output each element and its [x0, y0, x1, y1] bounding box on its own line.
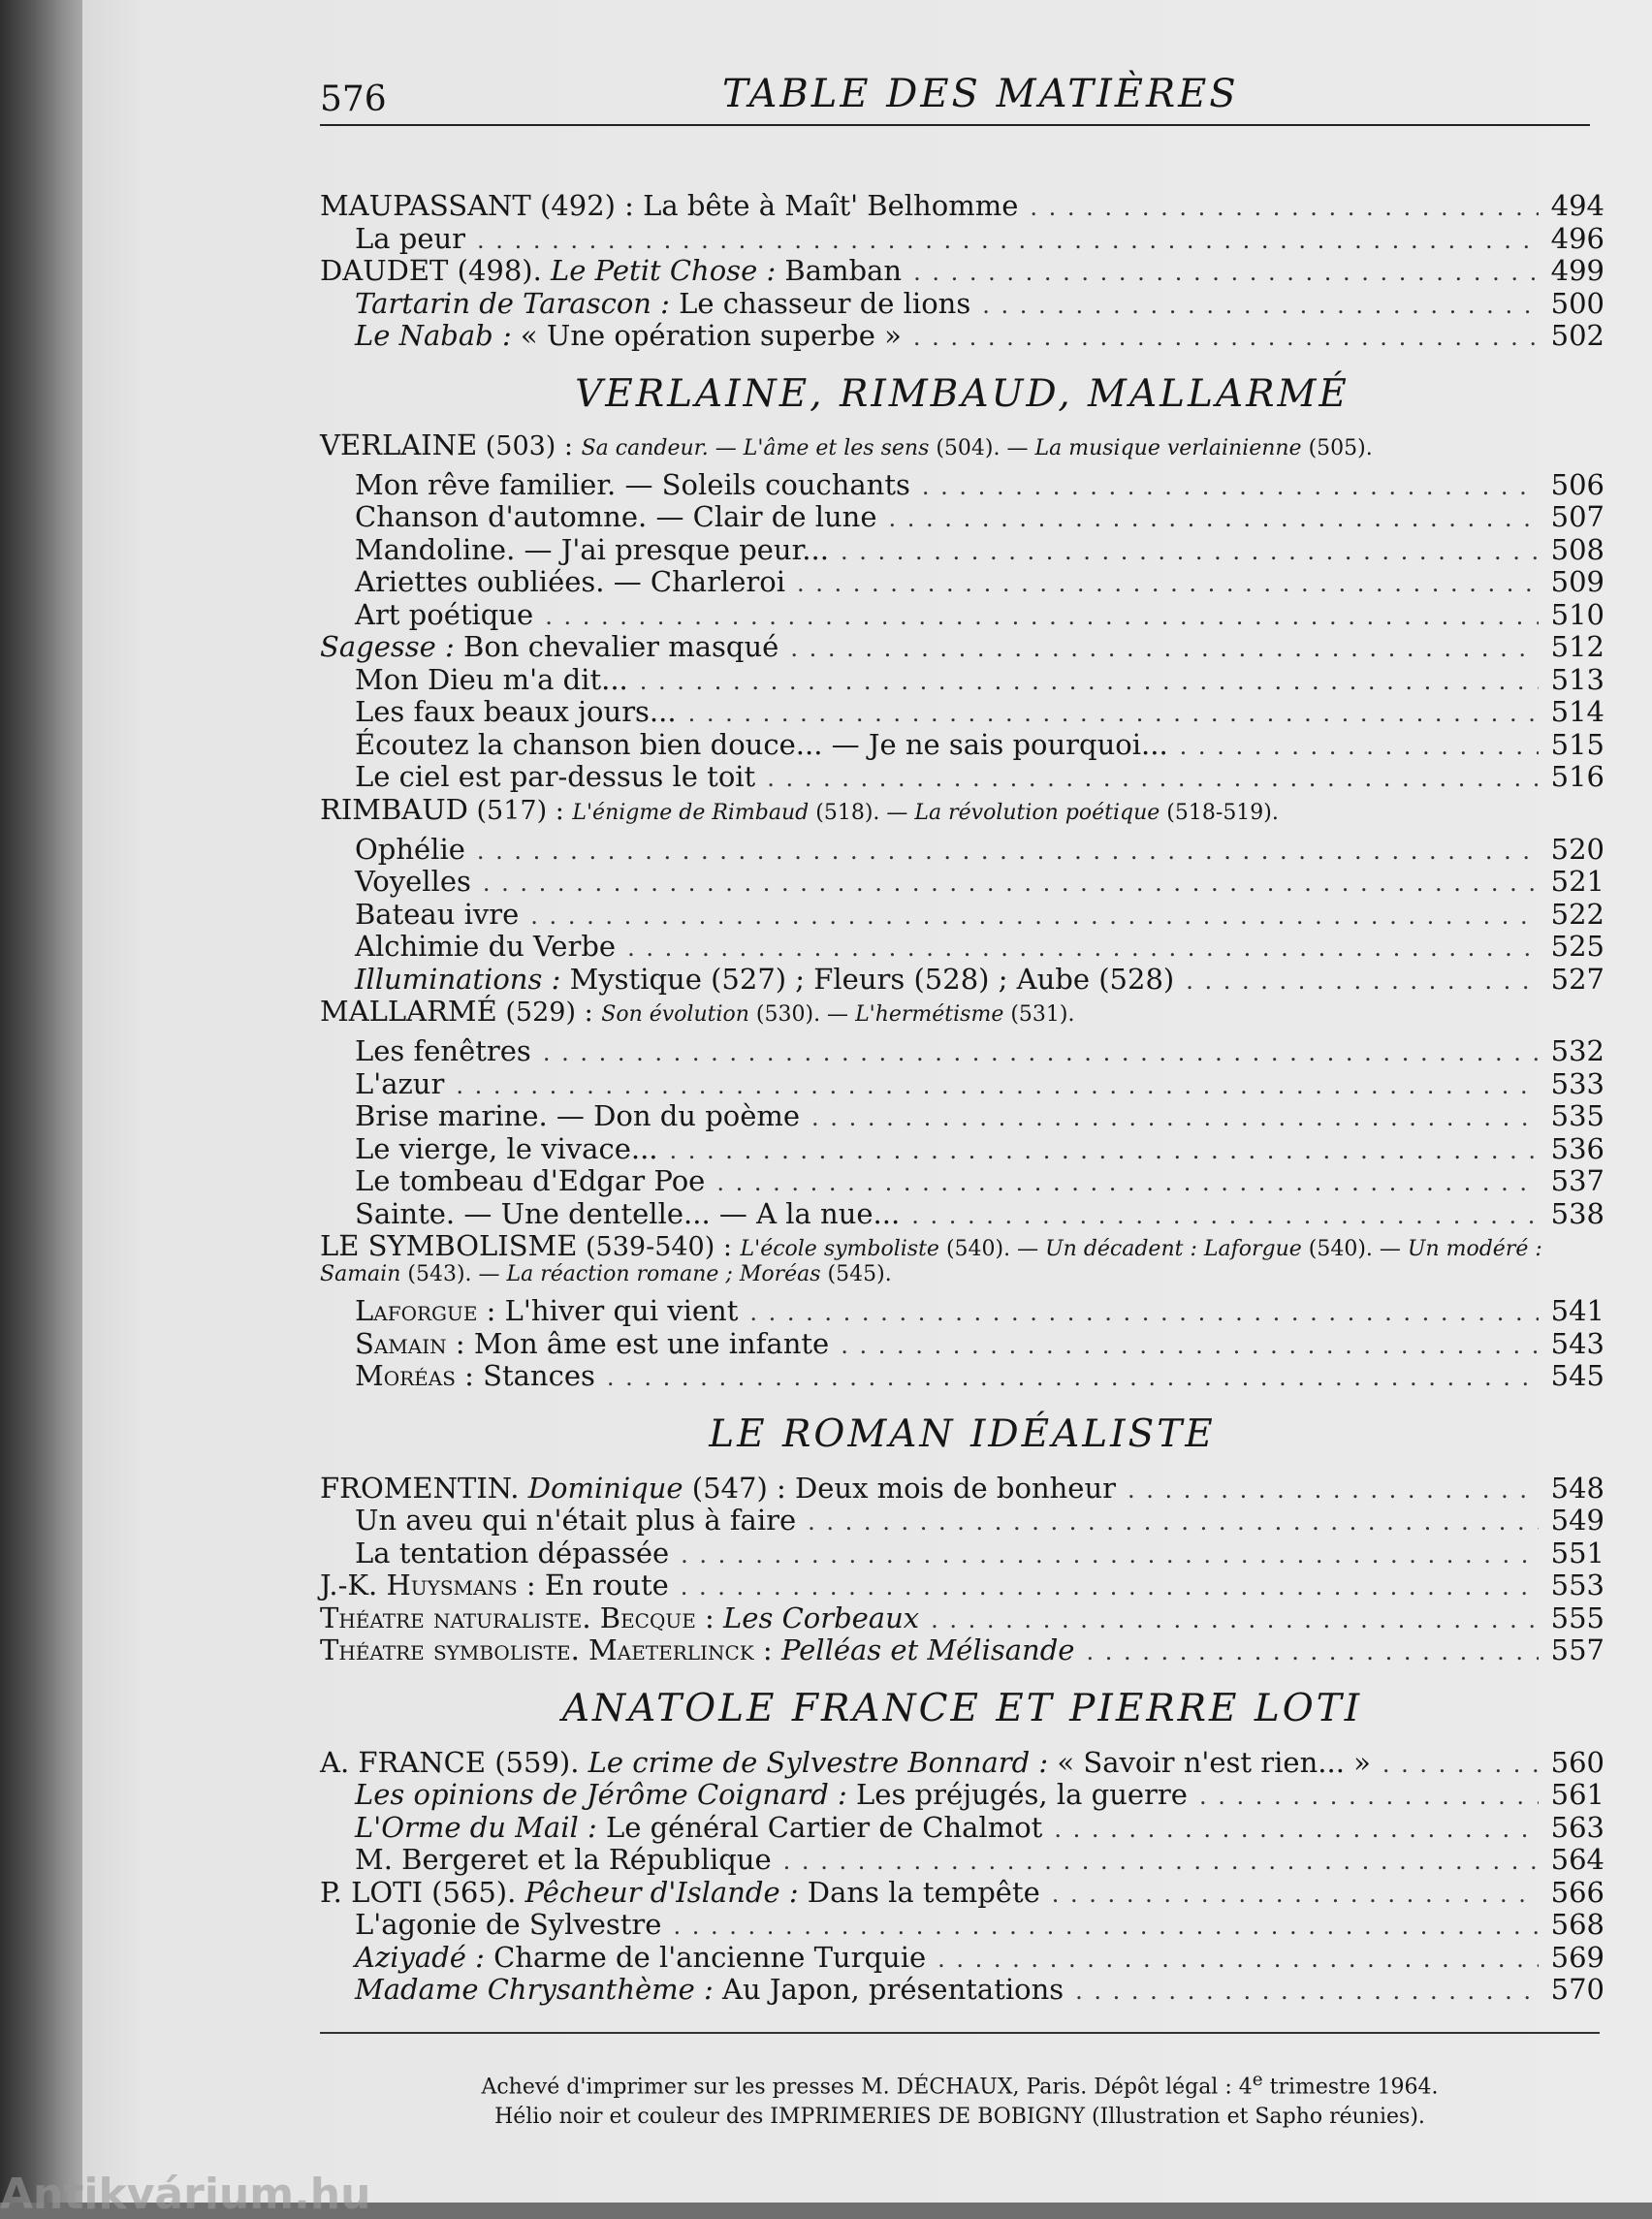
toc-title: Bateau ivre — [355, 897, 520, 931]
toc-author: LE SYMBOLISME — [320, 1229, 578, 1262]
toc-work: Les opinions de Jérôme Coignard : — [355, 1778, 847, 1811]
toc-ref: (498). — [448, 254, 552, 287]
page-number: 576 — [320, 79, 387, 119]
toc-author: VERLAINE — [320, 428, 478, 461]
book-spine-shadow — [0, 0, 82, 2203]
leader-dots — [1186, 966, 1539, 999]
toc-title: La peur — [355, 221, 466, 255]
toc-title: Voyelles — [355, 865, 471, 898]
leader-dots — [640, 666, 1539, 699]
toc-page-number: 502 — [1550, 319, 1604, 352]
toc-title: L'agonie de Sylvestre — [355, 1908, 662, 1941]
leader-dots — [913, 322, 1539, 355]
toc-entry[interactable] — [320, 1844, 1604, 1877]
printer-name: M. DÉCHAUX — [861, 2075, 1013, 2100]
toc-entry[interactable] — [320, 1133, 1604, 1166]
leader-dots — [688, 698, 1539, 731]
toc-work: Sagesse : — [320, 630, 455, 663]
toc-title: Le vierge, le vivace... — [355, 1131, 658, 1165]
leader-dots — [681, 1539, 1539, 1572]
leader-dots — [1054, 1814, 1539, 1847]
toc-entry[interactable] — [320, 964, 1604, 997]
toc-note: (540). — — [1301, 1237, 1408, 1261]
toc-author: FROMENTIN. — [320, 1471, 528, 1505]
toc-page-number: 494 — [1550, 189, 1604, 222]
toc-entry[interactable] — [320, 1165, 1604, 1198]
toc-entry[interactable] — [320, 1602, 1604, 1635]
toc-note: (543). — — [400, 1262, 507, 1286]
toc-entry[interactable] — [320, 1035, 1604, 1068]
toc-entry[interactable] — [320, 1747, 1604, 1780]
toc-note: (530). — — [748, 1002, 856, 1027]
toc-page-number: 535 — [1550, 1099, 1604, 1132]
toc-title: Écoutez la chanson bien douce... — Je ne sais pourquoi... — [355, 727, 1168, 761]
toc-page-number: 532 — [1550, 1034, 1604, 1067]
toc-ref: (565). — [422, 1875, 525, 1909]
toc-entry[interactable] — [320, 190, 1604, 223]
colophon-text: (Illustration et Sapho réunies). — [1085, 2105, 1425, 2130]
toc-entry[interactable] — [320, 469, 1604, 502]
section-heading: LE ROMAN IDÉALISTE — [709, 1411, 1216, 1456]
toc-note: (518-519). — [1160, 800, 1279, 825]
toc-page-number: 566 — [1550, 1875, 1604, 1909]
leader-dots — [1052, 1879, 1539, 1912]
toc-title: Mystique (527) ; Fleurs (528) ; Aube (528) — [560, 962, 1175, 996]
toc-author: RIMBAUD — [320, 792, 468, 826]
leader-dots — [749, 1297, 1539, 1330]
toc-note: (504). — — [929, 435, 1035, 460]
toc-title: Charme de l'ancienne Turquie — [484, 1940, 927, 1974]
toc-entry[interactable] — [320, 288, 1604, 321]
leader-dots — [911, 1200, 1539, 1233]
leader-dots — [790, 633, 1539, 666]
toc-entry[interactable] — [320, 1537, 1604, 1570]
toc-title: Brise marine. — Don du poème — [355, 1099, 801, 1132]
leader-dots — [931, 1604, 1539, 1637]
leader-dots — [456, 1070, 1539, 1103]
leader-dots — [681, 1571, 1539, 1604]
toc-title: « Savoir n'est rien... » — [1048, 1745, 1371, 1779]
toc-title: Ophélie — [355, 832, 465, 866]
toc-entry[interactable] — [320, 1198, 1604, 1231]
toc-page-number: 555 — [1550, 1601, 1604, 1634]
toc-work: L'Orme du Mail : — [355, 1810, 597, 1844]
toc-work: Illuminations : — [355, 962, 561, 996]
toc-work: Dominique — [527, 1471, 683, 1505]
leader-dots — [1075, 1976, 1539, 2009]
toc-author: MAUPASSANT — [320, 189, 531, 222]
leader-dots — [808, 1506, 1539, 1539]
toc-entry[interactable] — [320, 1569, 1604, 1602]
toc-entry[interactable] — [320, 501, 1604, 534]
toc-entry[interactable] — [320, 866, 1604, 899]
toc-page-number: 515 — [1550, 727, 1604, 761]
toc-work: Le crime de Sylvestre Bonnard : — [588, 1745, 1049, 1779]
toc-entry[interactable] — [320, 566, 1604, 599]
toc-title: Dans la tempête — [798, 1875, 1040, 1909]
toc-entry[interactable] — [320, 1877, 1604, 1910]
toc-author: A. FRANCE — [320, 1745, 487, 1779]
toc-note: (531). — [1003, 1002, 1075, 1027]
toc-note: L'hermétisme — [855, 1002, 1004, 1027]
toc-work: Tartarin de Tarascon : — [355, 286, 670, 320]
leader-dots — [670, 1135, 1539, 1168]
toc-page-number: 510 — [1550, 597, 1604, 631]
toc-entry[interactable] — [320, 1360, 1604, 1393]
toc-page-number: 561 — [1550, 1778, 1604, 1811]
toc-entry[interactable] — [320, 729, 1604, 762]
toc-title: Chanson d'automne. — Clair de lune — [355, 500, 877, 533]
toc-title: : Stances — [455, 1359, 595, 1392]
toc-entry[interactable] — [320, 320, 1604, 353]
leader-dots — [530, 901, 1539, 934]
colophon-line-2 — [320, 2102, 1600, 2132]
toc-entry[interactable] — [320, 1068, 1604, 1101]
toc-author: DAUDET — [320, 254, 449, 287]
colophon-text: Achevé d'imprimer sur les presses — [481, 2075, 862, 2100]
toc-title: L'azur — [355, 1066, 445, 1100]
toc-note: Un décadent : Laforgue — [1045, 1237, 1302, 1261]
leader-dots — [767, 763, 1539, 796]
leader-dots — [1128, 1474, 1539, 1507]
toc-page-number: 522 — [1550, 897, 1604, 931]
toc-page-number: 545 — [1550, 1359, 1604, 1392]
toc-title: (547) : Deux mois de bonheur — [683, 1471, 1117, 1505]
toc-note: (518). — — [809, 800, 915, 825]
toc-page-number: 499 — [1550, 254, 1604, 287]
toc-author: MALLARMÉ — [320, 995, 497, 1028]
leader-dots — [797, 568, 1539, 601]
toc-page-number: 543 — [1550, 1326, 1604, 1360]
toc-title: Mandoline. — J'ai presque peur... — [355, 532, 829, 566]
section-heading: ANATOLE FRANCE ET PIERRE LOTI — [561, 1686, 1363, 1730]
toc-note: Son évolution — [601, 1002, 749, 1027]
toc-ref: (529) : — [496, 998, 602, 1028]
toc-title: Art poétique — [355, 597, 534, 631]
toc-entry[interactable] — [320, 631, 1604, 664]
toc-ref: (517) : — [467, 795, 573, 826]
toc-entry[interactable] — [320, 1974, 1604, 2007]
toc-entry[interactable] — [320, 1295, 1604, 1328]
toc-page-number: 564 — [1550, 1843, 1604, 1876]
toc-title: Le ciel est par-dessus le toit — [355, 760, 756, 793]
toc-entry[interactable] — [320, 223, 1604, 256]
toc-author: Moréas — [355, 1359, 456, 1392]
table-of-contents — [320, 190, 1604, 2007]
toc-title: Au Japon, présentations — [713, 1973, 1064, 2006]
leader-dots — [1086, 1636, 1539, 1669]
colophon-text: trimestre 1964. — [1262, 2075, 1439, 2100]
page-header — [320, 68, 1590, 126]
footer-rule — [320, 2032, 1600, 2034]
toc-note: (540). — — [938, 1237, 1046, 1261]
toc-note: (545). — [820, 1262, 892, 1286]
toc-page-number: 569 — [1550, 1940, 1604, 1974]
author-entry[interactable] — [320, 1229, 1604, 1287]
leader-dots — [783, 1846, 1539, 1879]
toc-page-number: 536 — [1550, 1131, 1604, 1165]
toc-ref: (503) : — [477, 430, 582, 461]
toc-note: L'école symboliste — [740, 1237, 939, 1261]
leader-dots — [483, 868, 1539, 901]
toc-title: Sainte. — Une dentelle... — A la nue... — [355, 1196, 901, 1230]
toc-entry[interactable] — [320, 1328, 1604, 1361]
toc-page-number: 560 — [1550, 1745, 1604, 1779]
toc-page-number: 563 — [1550, 1810, 1604, 1844]
leader-dots — [889, 503, 1539, 536]
toc-title: Mon rêve familier. — Soleils couchants — [355, 467, 910, 501]
leader-dots — [841, 536, 1539, 569]
toc-page-number: 516 — [1550, 760, 1604, 793]
toc-author: J.-K. Huysmans — [320, 1569, 518, 1601]
toc-title: : L'hiver qui vient — [477, 1294, 739, 1327]
toc-separator: : — [753, 1633, 781, 1666]
toc-work: Le Petit Chose : — [551, 254, 777, 287]
leader-dots — [811, 1102, 1539, 1135]
leader-dots — [1180, 731, 1539, 764]
toc-title: : Mon âme est une infante — [446, 1326, 830, 1360]
toc-author: Samain — [355, 1326, 447, 1360]
toc-note: Un modéré : Samain — [320, 1237, 1542, 1286]
toc-author: P. LOTI — [320, 1875, 423, 1909]
leader-dots — [673, 1911, 1539, 1944]
toc-page-number: 527 — [1550, 962, 1604, 996]
toc-title: Alchimie du Verbe — [355, 930, 617, 963]
toc-entry[interactable] — [320, 1779, 1604, 1812]
toc-ref: (539-540) : — [577, 1232, 741, 1262]
toc-entry[interactable] — [320, 534, 1604, 567]
toc-title: M. Bergeret et la République — [355, 1843, 772, 1876]
leader-dots — [1030, 192, 1539, 225]
leader-dots — [716, 1167, 1539, 1200]
toc-page-number: 496 — [1550, 221, 1604, 255]
leader-dots — [545, 601, 1539, 634]
toc-entry[interactable] — [320, 1909, 1604, 1942]
toc-entry[interactable] — [320, 1942, 1604, 1975]
toc-page-number: 500 — [1550, 286, 1604, 320]
toc-title: Le tombeau d'Edgar Poe — [355, 1164, 706, 1197]
toc-title: Bamban — [776, 254, 903, 287]
toc-entry[interactable] — [320, 899, 1604, 932]
toc-page-number: 557 — [1550, 1633, 1604, 1666]
toc-page-number: 506 — [1550, 467, 1604, 501]
leader-dots — [543, 1037, 1539, 1070]
colophon-line-1 — [320, 2065, 1600, 2102]
toc-page-number: 537 — [1550, 1164, 1604, 1197]
toc-page-number: 513 — [1550, 662, 1604, 696]
toc-page-number: 507 — [1550, 500, 1604, 533]
toc-page-number: 541 — [1550, 1294, 1604, 1327]
toc-page-number: 551 — [1550, 1536, 1604, 1569]
leader-dots — [607, 1362, 1539, 1395]
leader-dots — [913, 257, 1539, 290]
toc-note: La révolution poétique — [914, 800, 1160, 825]
toc-ref: (559). — [486, 1745, 588, 1779]
colophon — [320, 2065, 1600, 2132]
toc-author: Théatre naturaliste. Becque — [320, 1601, 696, 1634]
toc-entry[interactable] — [320, 599, 1604, 632]
toc-work: Pêcheur d'Islande : — [524, 1875, 799, 1909]
author-entry[interactable] — [320, 995, 1604, 1028]
toc-page-number: 525 — [1550, 930, 1604, 963]
toc-page-number: 512 — [1550, 630, 1604, 663]
toc-title: Le général Cartier de Chalmot — [596, 1810, 1043, 1844]
toc-title: La tentation dépassée — [355, 1536, 670, 1569]
toc-page-number: 514 — [1550, 695, 1604, 728]
toc-author: Laforgue — [355, 1294, 478, 1327]
toc-title: Les faux beaux jours... — [355, 695, 677, 728]
toc-author: Théatre symboliste. Maeterlinck — [320, 1633, 754, 1666]
running-title: TABLE DES MATIÈRES — [722, 72, 1239, 116]
toc-entry[interactable] — [320, 1634, 1604, 1667]
toc-title: Le chasseur de lions — [669, 286, 971, 320]
toc-page-number: 548 — [1550, 1471, 1604, 1505]
leader-dots — [982, 290, 1539, 323]
watermark: Antikvárium.hu — [0, 2170, 371, 2219]
toc-entry[interactable] — [320, 834, 1604, 867]
colophon-text: , Paris. Dépôt légal : 4 — [1012, 2075, 1253, 2100]
leader-dots — [627, 933, 1539, 966]
toc-entry[interactable] — [320, 1505, 1604, 1537]
toc-title: Ariettes oubliées. — Charleroi — [355, 565, 785, 598]
toc-title: Mon Dieu m'a dit... — [355, 662, 628, 696]
toc-entry[interactable] — [320, 761, 1604, 794]
colophon-text: Hélio noir et couleur des — [494, 2105, 771, 2130]
toc-title: « Une opération superbe » — [511, 319, 902, 352]
leader-dots — [937, 1944, 1539, 1977]
toc-entry[interactable] — [320, 1100, 1604, 1133]
toc-page-number: 570 — [1550, 1973, 1604, 2006]
toc-work: Aziyadé : — [355, 1940, 485, 1974]
section-heading: VERLAINE, RIMBAUD, MALLARMÉ — [575, 371, 1350, 416]
toc-title: (492) : La bête à Maît' Belhomme — [530, 189, 1019, 222]
toc-title: Les fenêtres — [355, 1034, 531, 1067]
toc-page-number: 533 — [1550, 1066, 1604, 1100]
printer-name: IMPRIMERIES DE BOBIGNY — [770, 2105, 1086, 2130]
toc-page-number: 549 — [1550, 1504, 1604, 1537]
toc-note: La musique verlainienne — [1034, 435, 1302, 460]
toc-title: Bon chevalier masqué — [454, 630, 779, 663]
toc-page-number: 509 — [1550, 565, 1604, 598]
toc-work: Madame Chrysanthème : — [355, 1973, 714, 2006]
toc-note: La réaction romane ; Moréas — [506, 1262, 821, 1286]
toc-page-number: 538 — [1550, 1196, 1604, 1230]
toc-page-number: 520 — [1550, 832, 1604, 866]
toc-title: : En route — [517, 1569, 669, 1601]
author-entry[interactable] — [320, 428, 1604, 461]
toc-entry[interactable] — [320, 255, 1604, 288]
toc-page-number: 508 — [1550, 532, 1604, 566]
toc-page-number: 568 — [1550, 1908, 1604, 1941]
toc-entry[interactable] — [320, 1473, 1604, 1506]
toc-separator: : — [695, 1601, 724, 1634]
toc-page-number: 553 — [1550, 1569, 1604, 1601]
toc-note: L'énigme de Rimbaud — [572, 800, 810, 825]
toc-entry[interactable] — [320, 931, 1604, 964]
leader-dots — [1382, 1749, 1539, 1782]
toc-title: Un aveu qui n'était plus à faire — [355, 1504, 797, 1537]
leader-dots — [922, 471, 1539, 504]
leader-dots — [1199, 1781, 1539, 1814]
toc-title: Les préjugés, la guerre — [846, 1778, 1188, 1811]
leader-dots — [477, 836, 1539, 869]
toc-page-number: 521 — [1550, 865, 1604, 898]
toc-note: (505). — [1301, 435, 1373, 460]
toc-entry[interactable] — [320, 664, 1604, 697]
toc-work: Les Corbeaux — [723, 1601, 920, 1634]
toc-note: Sa candeur. — L'âme et les sens — [581, 435, 930, 460]
author-entry[interactable] — [320, 792, 1604, 826]
leader-dots — [477, 225, 1539, 258]
leader-dots — [841, 1330, 1539, 1363]
toc-entry[interactable] — [320, 696, 1604, 729]
toc-work: Pelléas et Mélisande — [780, 1633, 1075, 1666]
toc-entry[interactable] — [320, 1812, 1604, 1845]
toc-work: Le Nabab : — [355, 319, 512, 352]
ordinal-superscript: e — [1252, 2070, 1263, 2090]
